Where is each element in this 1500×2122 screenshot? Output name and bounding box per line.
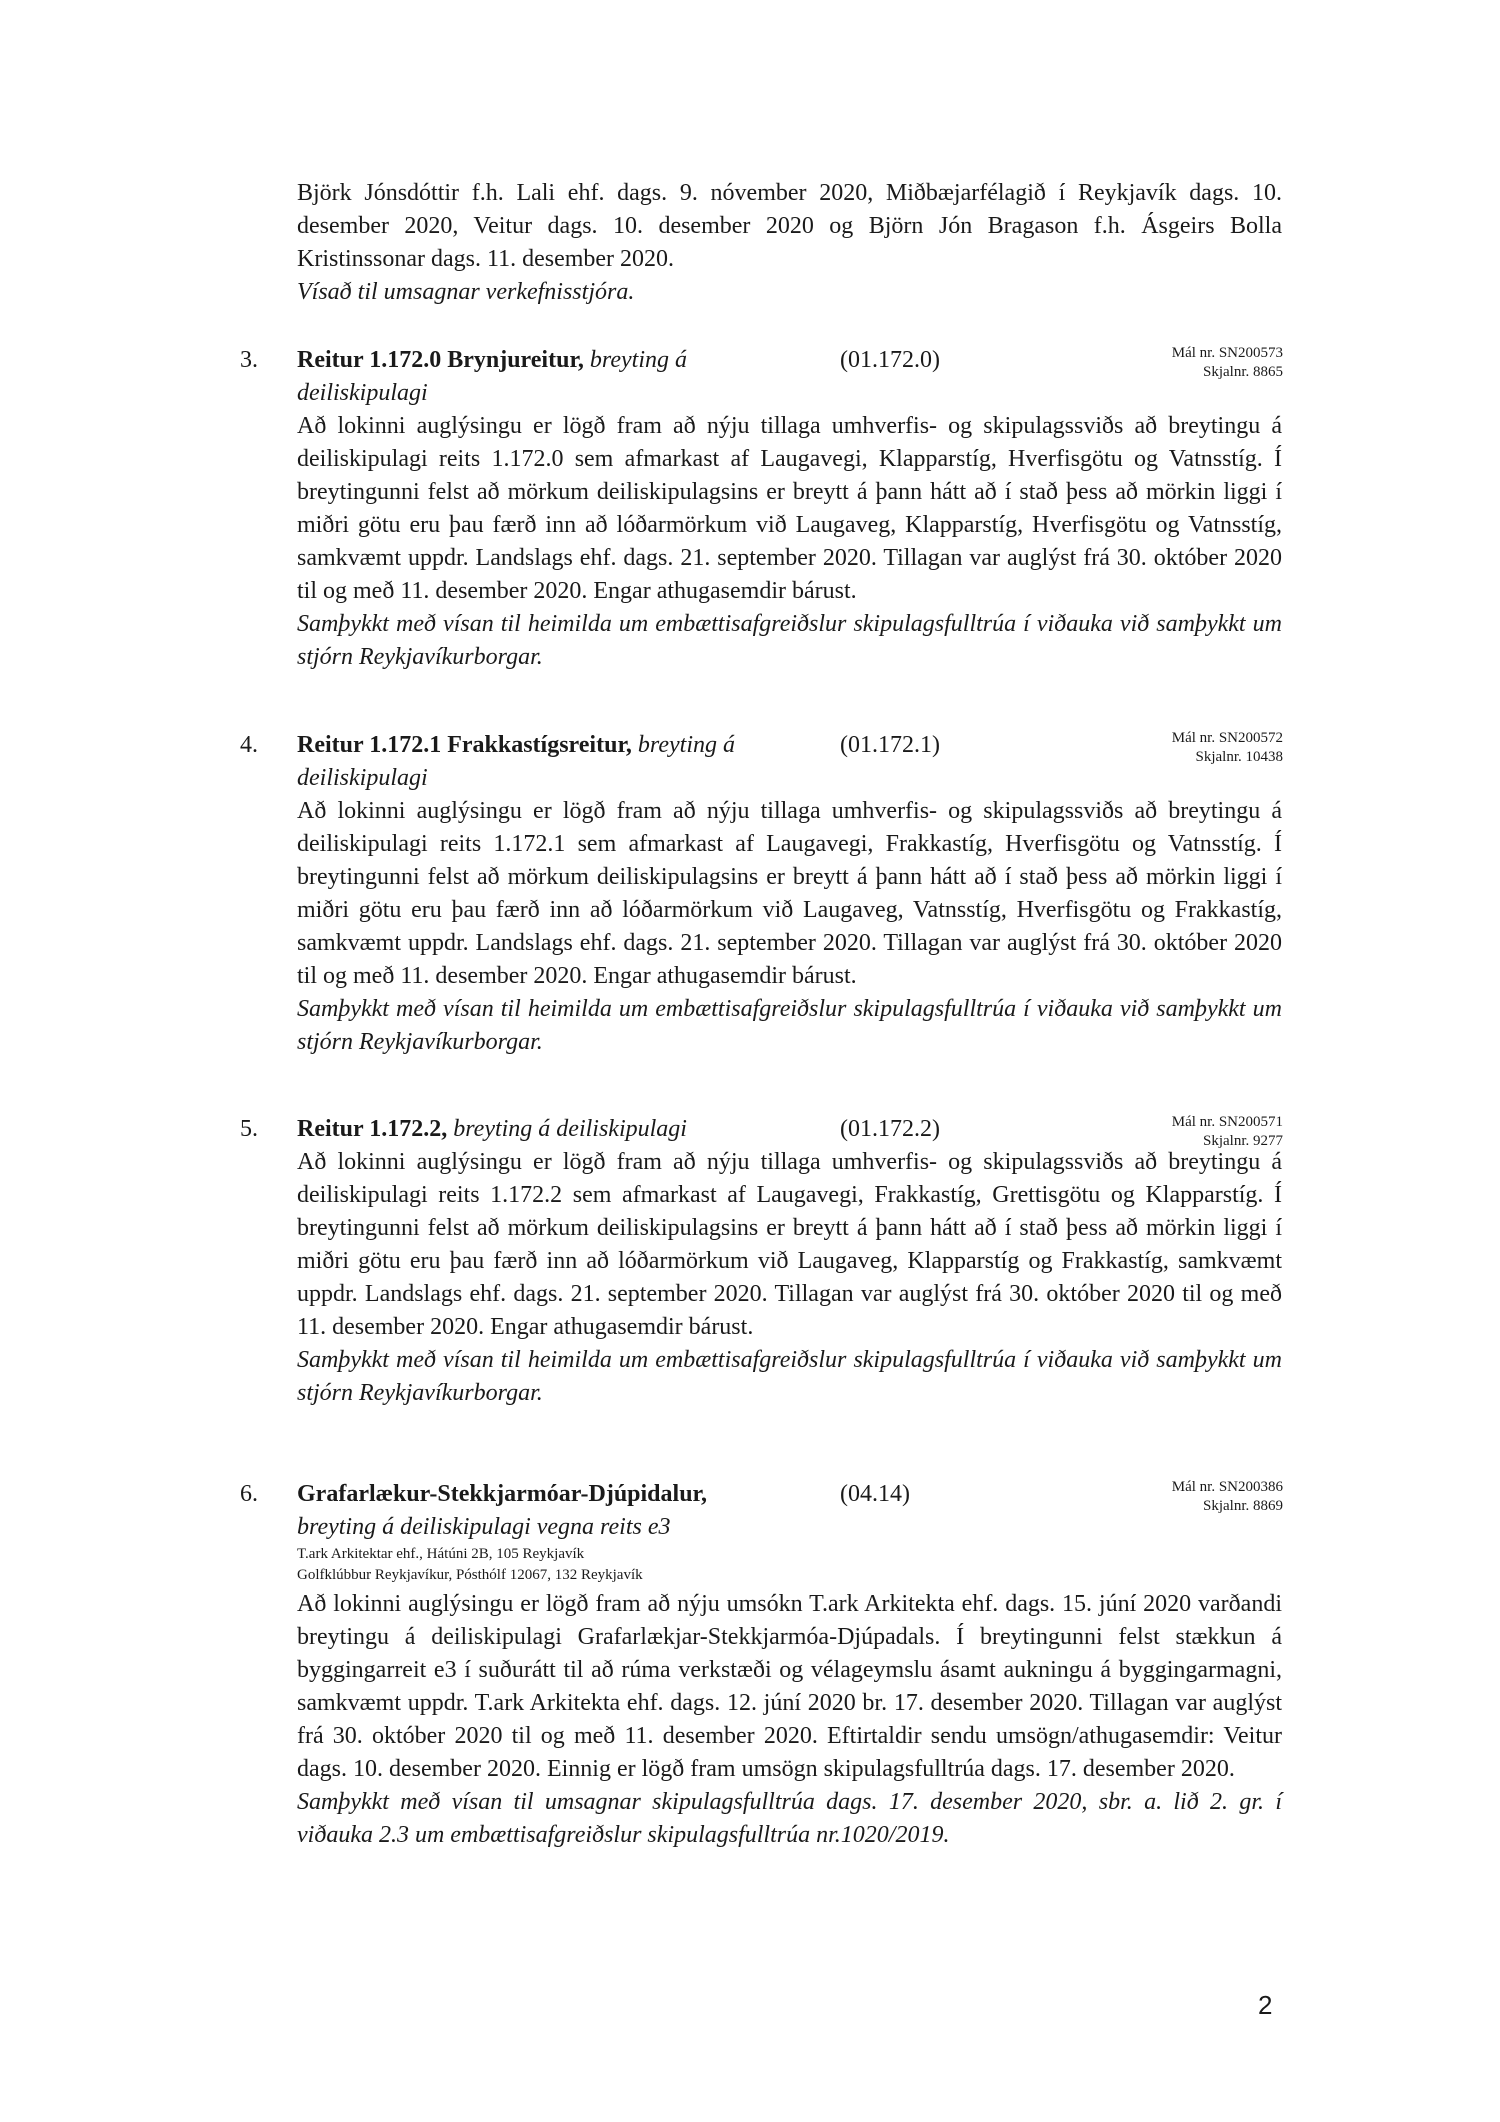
item-title: Grafarlækur-Stekkjarmóar-Djúpidalur, bbox=[297, 1481, 707, 1507]
item-code: (01.172.2) bbox=[840, 1116, 940, 1142]
item-decision: Samþykkt með vísan til heimilda um embættisafgreiðslur skipulagsfulltrúa í viðauka við samþykkt um stjórn Reykjavíkurborgar. bbox=[297, 611, 1282, 670]
item-subtitle: breyting á deiliskipulagi bbox=[297, 347, 687, 406]
item-code: (01.172.1) bbox=[840, 732, 940, 758]
case-number: Mál nr. SN200386 bbox=[1171, 1479, 1283, 1495]
item-body bbox=[297, 410, 1282, 674]
item-body bbox=[297, 1588, 1282, 1852]
item-body bbox=[297, 1146, 1282, 1410]
item-decision: Samþykkt með vísan til heimilda um embættisafgreiðslur skipulagsfulltrúa í viðauka við samþykkt um stjórn Reykjavíkurborgar. bbox=[297, 1347, 1282, 1406]
item-heading bbox=[297, 344, 767, 410]
item-references bbox=[1172, 344, 1283, 382]
document-number: Skjalnr. 8865 bbox=[1202, 364, 1283, 380]
intro-continuation bbox=[297, 177, 1282, 309]
item-heading bbox=[297, 729, 767, 795]
item-subtitle: breyting á deiliskipulagi vegna reits e3 bbox=[297, 1514, 671, 1540]
item-title: Reitur 1.172.0 Brynjureitur, bbox=[297, 347, 584, 373]
document-number: Skjalnr. 8869 bbox=[1202, 1498, 1283, 1514]
applicant-line: T.ark Arkitektar ehf., Hátúni 2B, 105 Reykjavík bbox=[297, 1546, 585, 1562]
item-number: 6. bbox=[240, 1481, 258, 1507]
item-subtitle: breyting á deiliskipulagi bbox=[453, 1116, 687, 1142]
item-code: (01.172.0) bbox=[840, 347, 940, 373]
item-decision: Samþykkt með vísan til heimilda um embættisafgreiðslur skipulagsfulltrúa í viðauka við samþykkt um stjórn Reykjavíkurborgar. bbox=[297, 996, 1282, 1055]
case-number: Mál nr. SN200571 bbox=[1171, 1114, 1283, 1130]
item-subtitle: breyting á deiliskipulagi bbox=[297, 732, 735, 791]
applicants-list bbox=[297, 1544, 643, 1586]
item-body bbox=[297, 795, 1282, 1059]
item-references bbox=[1172, 1478, 1283, 1516]
item-references bbox=[1172, 729, 1283, 767]
item-number: 5. bbox=[240, 1116, 258, 1142]
applicant-line: Golfklúbbur Reykjavíkur, Pósthólf 12067, 132 Reykjavík bbox=[297, 1567, 643, 1583]
item-title: Reitur 1.172.2, bbox=[297, 1116, 448, 1142]
intro-text: Björk Jónsdóttir f.h. Lali ehf. dags. 9. nóvember 2020, Miðbæjarfélagið í Reykjavík dags. 10. desember 2020, Veitur dags. 10. desember 2020 og Björn Jón Bragason f.h. Ásgeirs Bolla Kristinssonar dags. 11. desember 2020. bbox=[297, 180, 1282, 272]
item-description: Að lokinni auglýsingu er lögð fram að nýju tillaga umhverfis- og skipulagssviðs að breytingu á deiliskipulagi reits 1.172.0 sem afmarkast af Laugavegi, Klapparstíg, Hverfisgötu og Vatnsstíg. Í breytingunni felst að mörkum deiliskipulagsins er breytt á þann hátt að í stað þess að mörkin liggi í miðri götu eru þau færð inn að lóðarmörkum við Laugaveg, Klapparstíg, Hverfisgötu og Vatnsstíg, samkvæmt uppdr. Landslags ehf. dags. 21. september 2020. Tillagan var auglýst frá 30. október 2020 til og með 11. desember 2020. Engar athugasemdir bárust. bbox=[297, 413, 1282, 604]
item-description: Að lokinni auglýsingu er lögð fram að nýju tillaga umhverfis- og skipulagssviðs að breytingu á deiliskipulagi reits 1.172.2 sem afmarkast af Laugavegi, Frakkastíg, Grettisgötu og Klapparstíg. Í breytingunni felst að mörkum deiliskipulagsins er breytt á þann hátt að í stað þess að mörkin liggi í miðri götu eru þau færð inn að lóðarmörkum við Laugaveg, Klapparstíg og Frakkastíg, samkvæmt uppdr. Landslags ehf. dags. 21. september 2020. Tillagan var auglýst frá 30. október 2020 til og með 11. desember 2020. Engar athugasemdir bárust. bbox=[297, 1149, 1282, 1340]
document-number: Skjalnr. 9277 bbox=[1202, 1133, 1283, 1149]
item-description: Að lokinni auglýsingu er lögð fram að nýju umsókn T.ark Arkitekta ehf. dags. 15. júní 2020 varðandi breytingu á deiliskipulagi Grafarlækjar-Stekkjarmóa-Djúpadals. Í breytingunni felst stækkun á byggingarreit e3 í suðurátt til að rúma verkstæði og vélageymslu ásamt aukningu á byggingarmagni, samkvæmt uppdr. T.ark Arkitekta ehf. dags. 12. júní 2020 br. 17. desember 2020. Tillagan var auglýst frá 30. október 2020 til og með 11. desember 2020. Eftirtaldir sendu umsögn/athugasemdir: Veitur dags. 10. desember 2020. Einnig er lögð fram umsögn skipulagsfulltrúa dags. 17. desember 2020. bbox=[297, 1591, 1282, 1782]
intro-decision: Vísað til umsagnar verkefnisstjóra. bbox=[297, 279, 635, 305]
item-title: Reitur 1.172.1 Frakkastígsreitur, bbox=[297, 732, 632, 758]
page-number: 2 bbox=[1258, 1990, 1273, 2020]
item-code: (04.14) bbox=[840, 1481, 910, 1507]
document-number: Skjalnr. 10438 bbox=[1195, 749, 1283, 765]
case-number: Mál nr. SN200572 bbox=[1171, 730, 1283, 746]
item-heading bbox=[297, 1478, 767, 1544]
item-number: 3. bbox=[240, 347, 258, 373]
item-number: 4. bbox=[240, 732, 258, 758]
case-number: Mál nr. SN200573 bbox=[1171, 345, 1283, 361]
item-heading bbox=[297, 1113, 767, 1146]
item-decision: Samþykkt með vísan til umsagnar skipulagsfulltrúa dags. 17. desember 2020, sbr. a. lið 2. gr. í viðauka 2.3 um embættisafgreiðslur skipulagsfulltrúa nr.1020/2019. bbox=[297, 1789, 1282, 1848]
item-description: Að lokinni auglýsingu er lögð fram að nýju tillaga umhverfis- og skipulagssviðs að breytingu á deiliskipulagi reits 1.172.1 sem afmarkast af Laugavegi, Frakkastíg, Hverfisgötu og Vatnsstíg. Í breytingunni felst að mörkum deiliskipulagsins er breytt á þann hátt að í stað þess að mörkin liggi í miðri götu eru þau færð inn að lóðarmörkum við Laugaveg, Vatnsstíg, Hverfisgötu og Frakkastíg, samkvæmt uppdr. Landslags ehf. dags. 21. september 2020. Tillagan var auglýst frá 30. október 2020 til og með 11. desember 2020. Engar athugasemdir bárust. bbox=[297, 798, 1282, 989]
